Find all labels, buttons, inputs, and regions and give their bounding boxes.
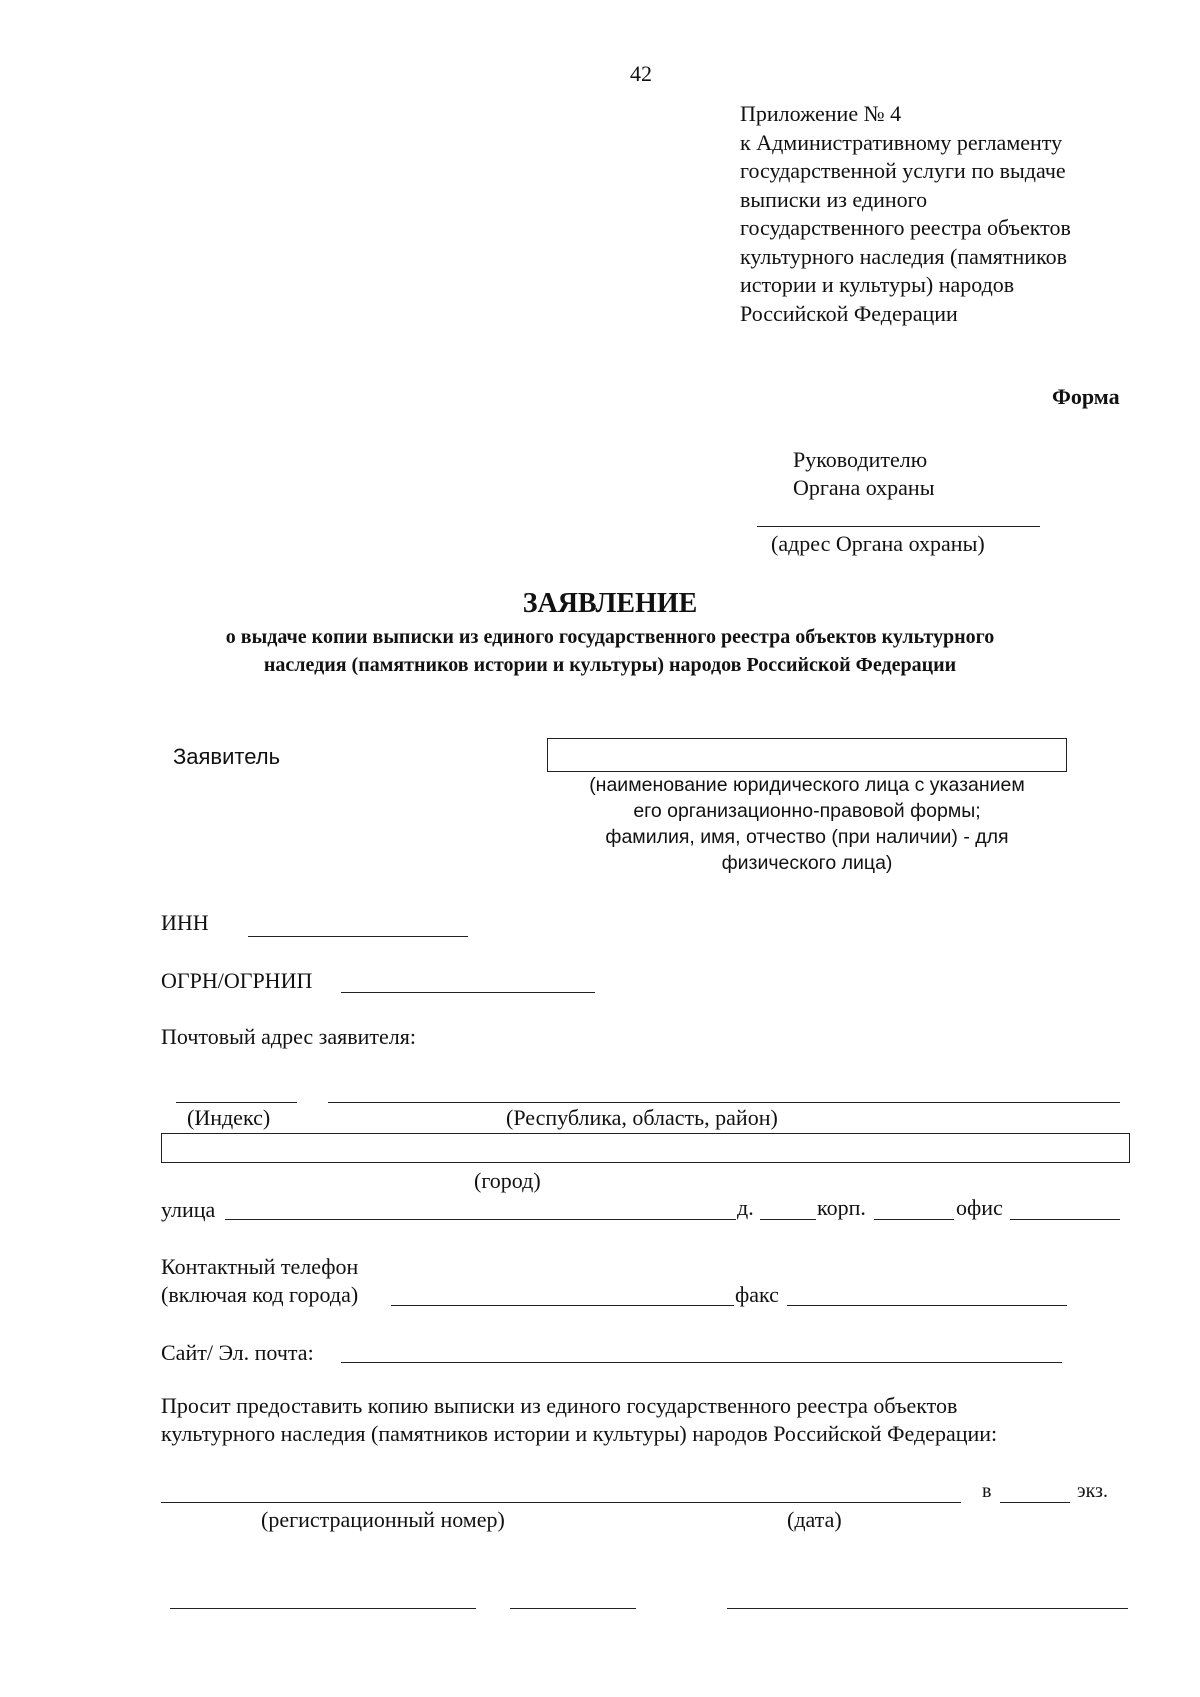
reg-number-date-field[interactable]: [161, 1502, 961, 1503]
building-field[interactable]: [874, 1219, 954, 1220]
copies-field[interactable]: [1000, 1502, 1070, 1503]
building-label: корп.: [817, 1195, 866, 1220]
index-field[interactable]: [176, 1102, 297, 1103]
appendix-block: [740, 100, 1071, 328]
signature-field[interactable]: [510, 1608, 636, 1609]
applicant-caption-line: фамилия, имя, отчество (при наличии) - для: [605, 826, 1009, 848]
appendix-line: государственной услуги по выдаче: [740, 158, 1066, 183]
copies-prefix: в: [982, 1480, 992, 1502]
applicant-caption-line: (наименование юридического лица с указанием: [589, 774, 1025, 796]
office-label: офис: [956, 1195, 1003, 1220]
signature-position-field[interactable]: [170, 1608, 476, 1609]
applicant-caption-line: физического лица): [721, 852, 893, 874]
address-caption: (адрес Органа охраны): [771, 531, 985, 556]
fax-field[interactable]: [787, 1305, 1067, 1306]
reg-number-caption: (регистрационный номер): [261, 1507, 505, 1532]
document-subtitle-line2: наследия (памятников истории и культуры) народов Российской Федерации: [263, 654, 957, 676]
site-field[interactable]: [341, 1362, 1062, 1363]
document-subtitle-line1: о выдаче копии выписки из единого государственного реестра объектов культурного: [225, 626, 995, 648]
form-label: Форма: [1052, 384, 1120, 409]
appendix-line: выписки из единого: [740, 186, 928, 212]
postal-label: Почтовый адрес заявителя:: [161, 1024, 417, 1049]
document-title: ЗАЯВЛЕНИЕ: [522, 588, 698, 619]
applicant-label: Заявитель: [173, 744, 281, 769]
ogrn-field[interactable]: [341, 992, 595, 993]
phone-field[interactable]: [391, 1305, 734, 1306]
applicant-caption-line: его организационно-правовой формы;: [633, 800, 981, 822]
request-line2: культурного наследия (памятников истории и культуры) народов Российской Федерации:: [161, 1421, 998, 1446]
region-field[interactable]: [328, 1102, 1120, 1103]
region-caption: (Республика, область, район): [506, 1105, 778, 1130]
index-caption: (Индекс): [187, 1105, 271, 1130]
appendix-line: государственного реестра объектов: [740, 215, 1071, 240]
office-field[interactable]: [1010, 1219, 1120, 1220]
city-caption: (город): [474, 1168, 541, 1193]
site-label: Сайт/ Эл. почта:: [161, 1340, 314, 1365]
ogrn-label: ОГРН/ОГРНИП: [161, 968, 313, 993]
house-label: д.: [737, 1195, 754, 1220]
inn-label: ИНН: [161, 910, 209, 935]
request-line1: Просит предоставить копию выписки из единого государственного реестра объектов: [161, 1393, 958, 1418]
house-field[interactable]: [760, 1219, 816, 1220]
street-label: улица: [161, 1197, 216, 1222]
street-field[interactable]: [225, 1219, 736, 1220]
date-caption: (дата): [787, 1507, 842, 1532]
address-underline[interactable]: [757, 526, 1040, 527]
copies-suffix: экз.: [1077, 1480, 1108, 1502]
city-input[interactable]: [161, 1133, 1130, 1163]
appendix-line: культурного наследия (памятников: [740, 243, 1068, 269]
addressee-line2: Органа охраны: [793, 475, 935, 500]
appendix-line: к Административному регламенту: [740, 129, 1063, 155]
page-number: 42: [630, 61, 652, 86]
appendix-line: истории и культуры) народов: [740, 272, 1015, 297]
phone-label-line2: (включая код города): [161, 1282, 359, 1307]
applicant-caption: [547, 772, 1067, 876]
phone-label-line1: Контактный телефон: [161, 1254, 359, 1279]
addressee-line1: Руководителю: [793, 447, 928, 472]
inn-field[interactable]: [248, 936, 468, 937]
applicant-input[interactable]: [547, 738, 1067, 772]
appendix-line: Российской Федерации: [740, 300, 958, 326]
fax-label: факс: [735, 1282, 779, 1307]
signature-name-field[interactable]: [727, 1608, 1128, 1609]
appendix-line: Приложение № 4: [740, 101, 902, 126]
